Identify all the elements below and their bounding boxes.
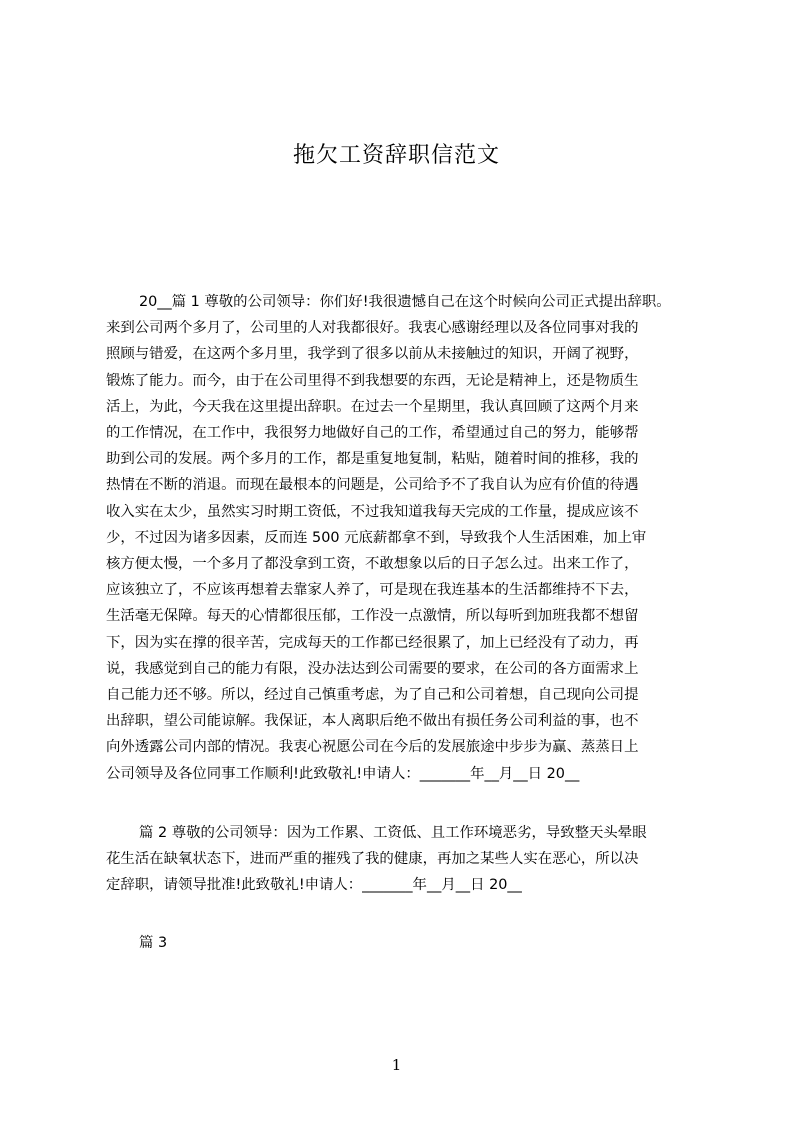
text-line: 20__篇 1 尊敬的公司领导：你们好!我很遗憾自己在这个时候向公司正式提出辞职。 xyxy=(139,294,671,310)
text-line: 自己能力还不够。所以，经过自己慎重考虑，为了自己和公司着想，自己现向公司提 xyxy=(106,687,639,704)
paragraph-2 xyxy=(106,820,716,899)
text-line: 花生活在缺氧状态下，进而严重的摧残了我的健康，再加之某些人实在恶心，所以决 xyxy=(106,851,639,868)
text-line: 的工作情况，在工作中，我很努力地做好自己的工作，希望通过自己的努力，能够帮 xyxy=(106,425,639,442)
text-line: 篇 3 xyxy=(139,935,168,951)
text-line: 收入实在太少，虽然实习时期工资低，不过我知道我每天完成的工作量，提成应该不 xyxy=(106,503,639,520)
text-line: 照顾与错爱，在这两个多月里，我学到了很多以前从未接触过的知识，开阔了视野， xyxy=(106,346,639,363)
text-line: 助到公司的发展。两个多月的工作，都是重复地复制，粘贴，随着时间的推移，我的 xyxy=(106,451,639,468)
text-line: 应该独立了，不应该再想着去靠家人养了，可是现在我连基本的生活都维持不下去， xyxy=(106,582,639,599)
text-line: 下，因为实在撑的很辛苦，完成每天的工作都已经很累了，加上已经没有了动力，再 xyxy=(106,634,639,651)
text-line: 核方便太慢，一个多月了都没拿到工资，不敢想象以后的日子怎么过。出来工作了， xyxy=(106,556,639,573)
paragraph-1 xyxy=(106,289,716,787)
text-line: 活上，为此，今天我在这里提出辞职。在过去一个星期里，我认真回顾了这两个月来 xyxy=(106,398,639,415)
text-line: 篇 2 尊敬的公司领导：因为工作累、工资低、且工作环境恶劣，导致整天头晕眼 xyxy=(139,825,647,841)
text-line: 向外透露公司内部的情况。我衷心祝愿公司在今后的发展旅途中步步为赢、蒸蒸日上 xyxy=(106,739,639,756)
paragraph-3 xyxy=(106,930,716,956)
text-line: 少，不过因为诸多因素，反而连 500 元底薪都拿不到，导致我个人生活困难，加上审 xyxy=(106,529,647,546)
page-number: 1 xyxy=(391,1056,402,1074)
text-line: 出辞职，望公司能谅解。我保证，本人离职后绝不做出有损任务公司利益的事，也不 xyxy=(106,713,639,730)
text-line: 热情在不断的消退。而现在最根本的问题是，公司给予不了我自认为应有价值的待遇 xyxy=(106,477,639,494)
text-line: 说，我感觉到自己的能力有限，没办法达到公司需要的要求，在公司的各方面需求上 xyxy=(106,660,639,677)
text-line: 定辞职，请领导批准!此致敬礼!申请人：_______年__月__日 20__ xyxy=(106,877,522,894)
page-title: 拖欠工资辞职信范文 xyxy=(292,143,500,168)
text-line: 来到公司两个多月了，公司里的人对我都很好。我衷心感谢经理以及各位同事对我的 xyxy=(106,320,639,337)
text-line: 锻炼了能力。而今，由于在公司里得不到我想要的东西，无论是精神上，还是物质生 xyxy=(106,372,639,389)
text-line: 生活毫无保障。每天的心情都很压郁，工作没一点激情，所以每听到加班我都不想留 xyxy=(106,608,639,625)
text-line: 公司领导及各位同事工作顺利!此致敬礼!申请人：_______年__月__日 20__ xyxy=(106,765,580,782)
